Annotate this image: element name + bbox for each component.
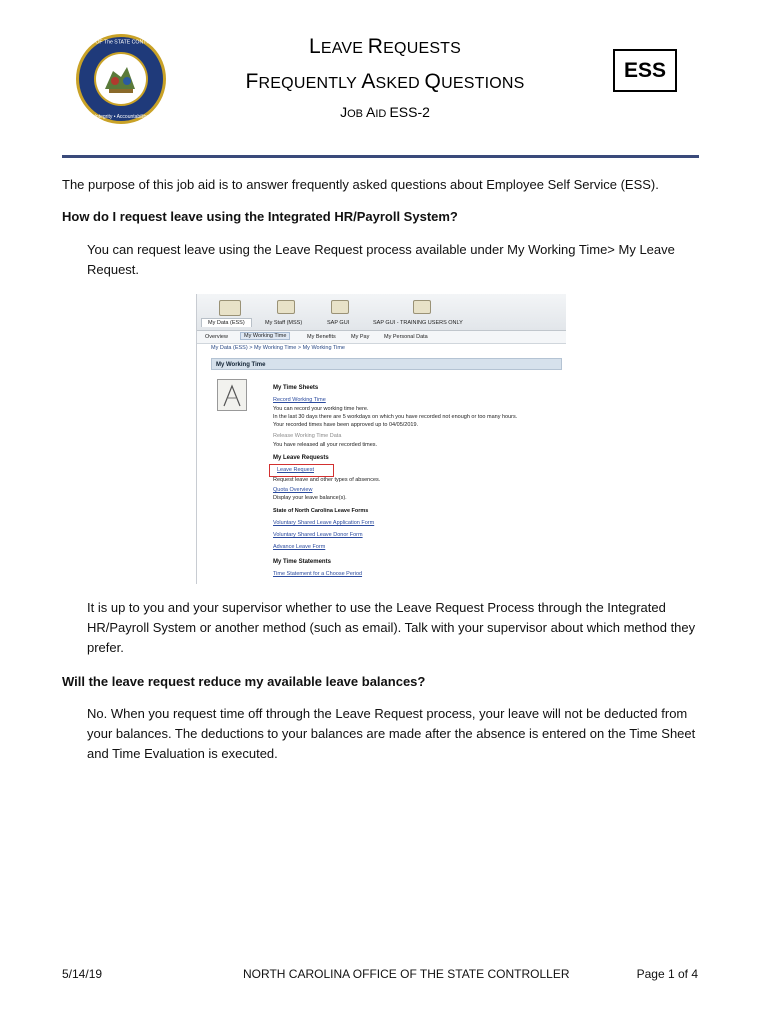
record-working-time-link[interactable]: Record Working Time	[273, 397, 326, 403]
nc-leave-forms-title: State of North Carolina Leave Forms	[273, 508, 369, 514]
intro-paragraph: The purpose of this job aid is to answer frequently asked questions about Employee Self Service (ESS).	[62, 177, 659, 192]
section-header: My Working Time	[211, 358, 562, 370]
portal-sub-navigation	[197, 331, 566, 344]
subtab-my-working-time[interactable]: My Working Time	[240, 332, 290, 340]
folder-icon	[219, 300, 241, 316]
advance-leave-form-link[interactable]: Advance Leave Form	[273, 544, 326, 550]
question-2: Will the leave request reduce my available leave balances?	[62, 674, 426, 689]
tab-sap-gui-training[interactable]: SAP GUI - TRAINING USERS ONLY	[373, 320, 463, 326]
footer-date: 5/14/19	[62, 967, 103, 981]
header-divider	[62, 155, 699, 158]
subtab-overview[interactable]: Overview	[205, 334, 228, 340]
leave-request-link[interactable]: Leave Request	[277, 467, 314, 473]
time-statements-title: My Time Statements	[273, 559, 331, 565]
svg-text:OFFICE OF The STATE CONTROLLER: OFFICE OF The STATE CONTROLLER	[75, 39, 167, 46]
answer-1-line-2: Request.	[87, 262, 140, 277]
tab-sap-gui[interactable]: SAP GUI	[327, 320, 350, 326]
release-description: You have released all your recorded times.	[273, 442, 378, 448]
answer-1-line-1: You can request leave using the Leave Request process available under My Working Time> My Leave	[87, 242, 675, 257]
title-line-1: LEAVE REQUESTS	[308, 35, 462, 58]
record-info-1: In the last 30 days there are 5 workdays on which you have recorded not enough or too many hours.	[273, 414, 518, 420]
paragraph-2-line-3: prefer.	[87, 640, 124, 655]
svg-text:Integrity • Accountability: Integrity • Accountability	[94, 114, 148, 120]
subtitle: JOB AID ESS-2	[340, 104, 430, 120]
footer-organization: NORTH CAROLINA OFFICE OF THE STATE CONTROLLER	[243, 967, 570, 981]
release-working-time-link[interactable]: Release Working Time Data	[273, 433, 342, 439]
time-sheet-image	[217, 379, 247, 411]
folder-icon	[331, 300, 349, 314]
leave-requests-title: My Leave Requests	[273, 455, 329, 461]
shared-leave-donor-link[interactable]: Voluntary Shared Leave Donor Form	[273, 532, 363, 538]
ess-badge: ESS	[613, 49, 677, 92]
answer-2-line-2: your balances. The deductions to your balances are made after the absence is entered on the Time Sheet	[87, 726, 696, 741]
folder-icon	[277, 300, 295, 314]
time-statement-link[interactable]: Time Statement for a Choose Period	[273, 571, 363, 577]
question-1: How do I request leave using the Integrated HR/Payroll System?	[62, 209, 458, 224]
breadcrumb[interactable]: My Data (ESS) > My Working Time > My Working Time	[211, 345, 345, 351]
subtab-my-personal-data[interactable]: My Personal Data	[384, 334, 428, 340]
shared-leave-application-link[interactable]: Voluntary Shared Leave Application Form	[273, 520, 375, 526]
tab-my-data-ess[interactable]: My Data (ESS)	[201, 318, 252, 327]
subtab-my-benefits[interactable]: My Benefits	[307, 334, 336, 340]
paragraph-2-line-1: It is up to you and your supervisor whether to use the Leave Request Process through the Integrated	[87, 600, 666, 615]
quota-description: Display your leave balance(s).	[273, 495, 347, 501]
answer-2-line-3: and Time Evaluation is executed.	[87, 746, 278, 761]
paragraph-2-line-2: HR/Payroll System or another method (such as email). Talk with your supervisor about which method they	[87, 620, 696, 635]
tab-my-staff-mss[interactable]: My Staff (MSS)	[265, 320, 303, 326]
footer-page-number: Page 1 of 4	[636, 967, 698, 981]
time-sheets-title: My Time Sheets	[273, 385, 319, 391]
leave-request-description: Request leave and other types of absences.	[273, 477, 381, 483]
portal-top-navigation	[197, 294, 566, 331]
quota-overview-link[interactable]: Quota Overview	[273, 487, 313, 493]
record-info-2: Your recorded times have been approved up to 04/05/2019.	[273, 422, 419, 428]
folder-icon	[413, 300, 431, 314]
answer-2-line-1: No. When you request time off through the Leave Request process, your leave will not be deducted from	[87, 706, 688, 721]
ess-screenshot	[196, 294, 566, 584]
record-description: You can record your working time here.	[273, 406, 369, 412]
subtab-my-pay[interactable]: My Pay	[351, 334, 370, 340]
title-line-2: FREQUENTLY ASKED QUESTIONS	[245, 70, 525, 93]
state-controller-seal	[75, 33, 167, 125]
